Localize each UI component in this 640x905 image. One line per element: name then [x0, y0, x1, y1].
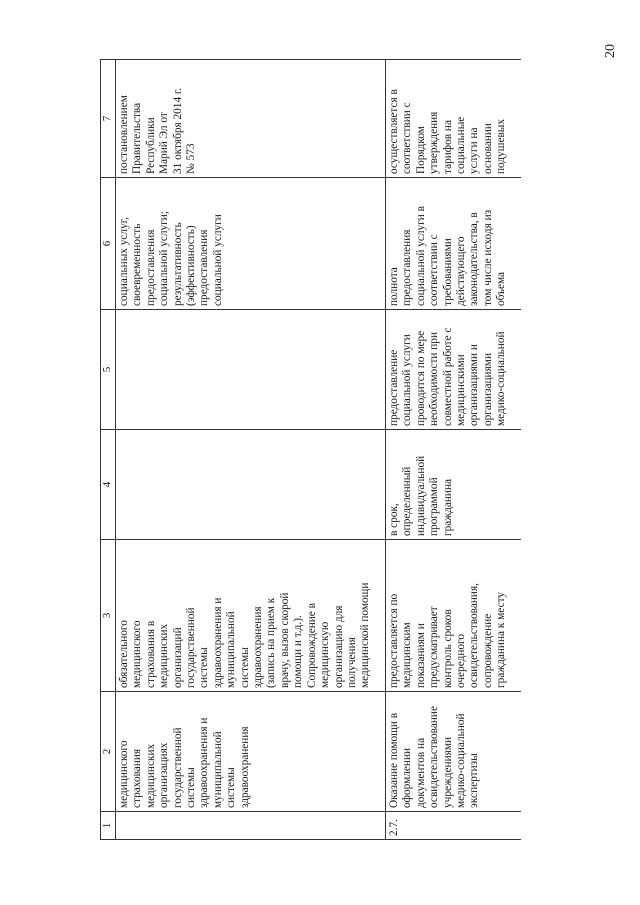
table-row-continuation [116, 60, 386, 840]
column-header-1: 1 [101, 812, 116, 840]
cell-payment-terms: осуществляется в соответствии с Порядком утверждения тарифов на социальные услуги на основании подушевых [386, 60, 522, 178]
cell-service-description: предоставляется по медицинским показаниям и предусматривает контроль сроков очередного освидетельствования, сопровождение гражданина к месту [386, 540, 522, 692]
column-header-7: 7 [101, 60, 116, 178]
cell-payment-terms: постановлением Правительства Республики Марий Эл от 31 октября 2014 г. № 573 [116, 60, 386, 178]
cell-number [116, 812, 386, 840]
rotated-table-container [100, 60, 540, 840]
column-header-5: 5 [101, 310, 116, 430]
cell-deadline [116, 430, 386, 540]
cell-quality-indicators: полнота предоставления социальной услуги в соответствии с требованиями действующего законодательства, в том числе исходя из объема [386, 178, 522, 310]
cell-service-description: обязательного медицинского страхования в медицинских организаций государственной системы здравоохранения и муниципальной системы здравоохранения (запись на прием к врачу, вызов скорой помощи и т.д.). Сопровождение в медицинскую организацию для получения медицинской помощи [116, 540, 386, 692]
column-number-row [101, 60, 116, 840]
table-row-2-7 [386, 60, 522, 840]
column-header-4: 4 [101, 430, 116, 540]
cell-conditions [116, 310, 386, 430]
page-number: 20 [603, 44, 618, 58]
social-services-table [100, 59, 521, 840]
column-header-3: 3 [101, 540, 116, 692]
cell-service-name: медицинского страхования медицинских организациях государственной системы здравоохранения и муниципальной системы здравоохранения [116, 692, 386, 812]
column-header-6: 6 [101, 178, 116, 310]
cell-deadline: в срок, определенный индивидуальной программой гражданина [386, 430, 522, 540]
column-header-2: 2 [101, 692, 116, 812]
cell-quality-indicators: социальных услуг, своевременность предоставления социальной услуги; результативность (эффективность) предоставления социальной услуги [116, 178, 386, 310]
cell-service-name: Оказание помощи в оформлении документов на освидетельствование учреждениями медико-социальной экспертизы [386, 692, 522, 812]
cell-number: 2.7. [386, 812, 522, 840]
cell-conditions: предоставление социальной услуги проводится по мере необходимости при совместной работе с медицинскими организациями и организациями медико-социальной [386, 310, 522, 430]
